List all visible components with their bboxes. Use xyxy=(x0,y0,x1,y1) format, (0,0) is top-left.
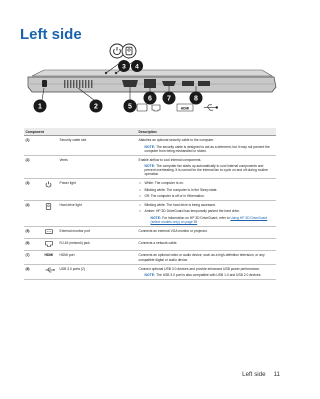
vents-icon-cell xyxy=(43,155,58,179)
note xyxy=(139,145,275,153)
component-description xyxy=(137,239,276,251)
row-number: (7) xyxy=(24,251,43,264)
row-number: (1) xyxy=(24,136,43,156)
components-table xyxy=(24,128,276,280)
callout-8-label: 8 xyxy=(194,95,198,103)
callout-6-label: 6 xyxy=(148,95,152,103)
callout-2-label: 2 xyxy=(94,103,98,111)
list-item: • White: The computer is on. xyxy=(139,181,275,185)
security-slot-shape xyxy=(42,80,47,87)
note xyxy=(139,273,275,277)
table-row xyxy=(24,179,276,201)
component-name: Security cable slot xyxy=(58,136,137,156)
note-text: For information on HP 3D DriveGuard, refer to xyxy=(162,215,230,220)
list-item: • Amber: HP 3D DriveGuard has temporarily parked the hard drive. xyxy=(139,209,275,213)
hdmi-icon-label: HDMI xyxy=(180,106,190,111)
hdmi-port-shape xyxy=(162,81,176,86)
note xyxy=(139,216,275,224)
laptop-left-side-diagram xyxy=(26,40,278,116)
note-label: NOTE: xyxy=(144,164,156,169)
description-text: Connects an external VGA monitor or projector. xyxy=(138,228,208,233)
note-text: The USB 3.0 port is also compatible with USB 1.0 and USB 2.0 devices. xyxy=(156,272,262,277)
note-label: NOTE: xyxy=(144,144,156,149)
row-number: (8) xyxy=(24,264,43,279)
callout-2 xyxy=(90,100,103,113)
row-number: (5) xyxy=(24,226,43,238)
callout-5 xyxy=(124,100,137,113)
table-row xyxy=(24,226,276,238)
component-description xyxy=(137,251,276,264)
table-row xyxy=(24,264,276,279)
note-text: The security cable is designed to act as a deterrent, but it may not prevent the computer from being mishandled or stolen. xyxy=(144,144,270,153)
row-number: (6) xyxy=(24,239,43,251)
table-row xyxy=(24,136,276,156)
component-name: HDMI port xyxy=(58,251,137,264)
component-description xyxy=(137,136,276,156)
power-icon xyxy=(45,181,52,188)
table-row xyxy=(24,239,276,251)
row-number: (3) xyxy=(24,179,43,201)
note-label: NOTE: xyxy=(144,272,156,277)
header-component: Component xyxy=(24,128,137,136)
table-row xyxy=(24,155,276,179)
component-description xyxy=(137,155,276,179)
page-number: 11 xyxy=(273,371,280,378)
row-number: (2) xyxy=(24,155,43,179)
monitor-icon xyxy=(45,229,53,235)
note-label: NOTE: xyxy=(150,215,162,220)
callout-6 xyxy=(144,92,157,105)
network-icon xyxy=(45,241,53,247)
callout-3-label: 3 xyxy=(122,63,126,71)
callout-4-label: 4 xyxy=(135,63,139,71)
description-text: Connects an optional video or audio device, such as a high-definition television, or any compatible digital or audio device. xyxy=(138,253,265,262)
security-cable-icon-cell xyxy=(43,136,58,156)
usb-port-1-shape xyxy=(182,81,194,86)
driveguard-link[interactable]: Using HP 3D DriveGuard (select models only) on page 59 xyxy=(150,215,268,224)
page-title: Left side xyxy=(20,26,82,43)
list-item: • Off: The computer is off or in Hibernation. xyxy=(139,194,275,198)
usb-icon xyxy=(204,105,218,110)
callout-4 xyxy=(131,60,143,72)
component-description xyxy=(137,201,276,227)
note xyxy=(139,164,275,176)
laptop-lid xyxy=(32,70,272,76)
description-text: Connect optional USB 3.0 devices and provide enhanced USB power performance. xyxy=(138,266,261,271)
table-row xyxy=(24,201,276,227)
page-footer xyxy=(210,371,280,378)
rj45-jack-shape xyxy=(144,79,156,88)
component-description xyxy=(137,226,276,238)
bullet-list xyxy=(139,203,275,213)
hard-drive-icon xyxy=(45,203,52,210)
component-name: Power light xyxy=(58,179,137,201)
table-row xyxy=(24,251,276,264)
list-item: • Blinking white: The hard drive is being accessed. xyxy=(139,203,275,207)
note-text: The computer fan starts up automatically to cool internal components and prevent overheating. It is normal for the internal fan to cycle on and off during routine operation. xyxy=(144,164,268,177)
callout-3 xyxy=(118,60,130,72)
callout-7 xyxy=(163,92,176,105)
table-header-row xyxy=(24,128,276,136)
callout-1-label: 1 xyxy=(38,103,42,111)
component-name: Hard drive light xyxy=(58,201,137,227)
component-name: Vents xyxy=(58,155,137,179)
component-name: USB 3.0 ports (2) xyxy=(58,264,137,279)
component-description xyxy=(137,264,276,279)
component-name: External monitor port xyxy=(58,226,137,238)
usb-port-2-shape xyxy=(198,81,210,86)
header-description: Description xyxy=(137,128,276,136)
usb-icon xyxy=(45,267,55,273)
bullet-list xyxy=(139,181,275,198)
monitor-icon xyxy=(137,104,147,111)
list-item: • Blinking white: The computer is in the Sleep state. xyxy=(139,188,275,192)
component-name: RJ-45 (network) jack xyxy=(58,239,137,251)
vga-port-shape xyxy=(122,80,138,87)
network-icon xyxy=(152,105,160,111)
hdmi-icon: HDMI xyxy=(43,251,58,264)
callout-7-label: 7 xyxy=(167,95,171,103)
row-number: (4) xyxy=(24,201,43,227)
callout-5-label: 5 xyxy=(128,103,132,111)
description-text: Attaches an optional security cable to the computer. xyxy=(138,138,215,143)
description-text: Enable airflow to cool internal components. xyxy=(138,157,202,162)
footer-section-label: Left side xyxy=(242,371,266,378)
hard-drive-icon xyxy=(122,44,136,58)
component-description xyxy=(137,179,276,201)
description-text: Connects a network cable. xyxy=(138,241,178,246)
callout-8 xyxy=(190,92,203,105)
callout-1 xyxy=(34,100,47,113)
